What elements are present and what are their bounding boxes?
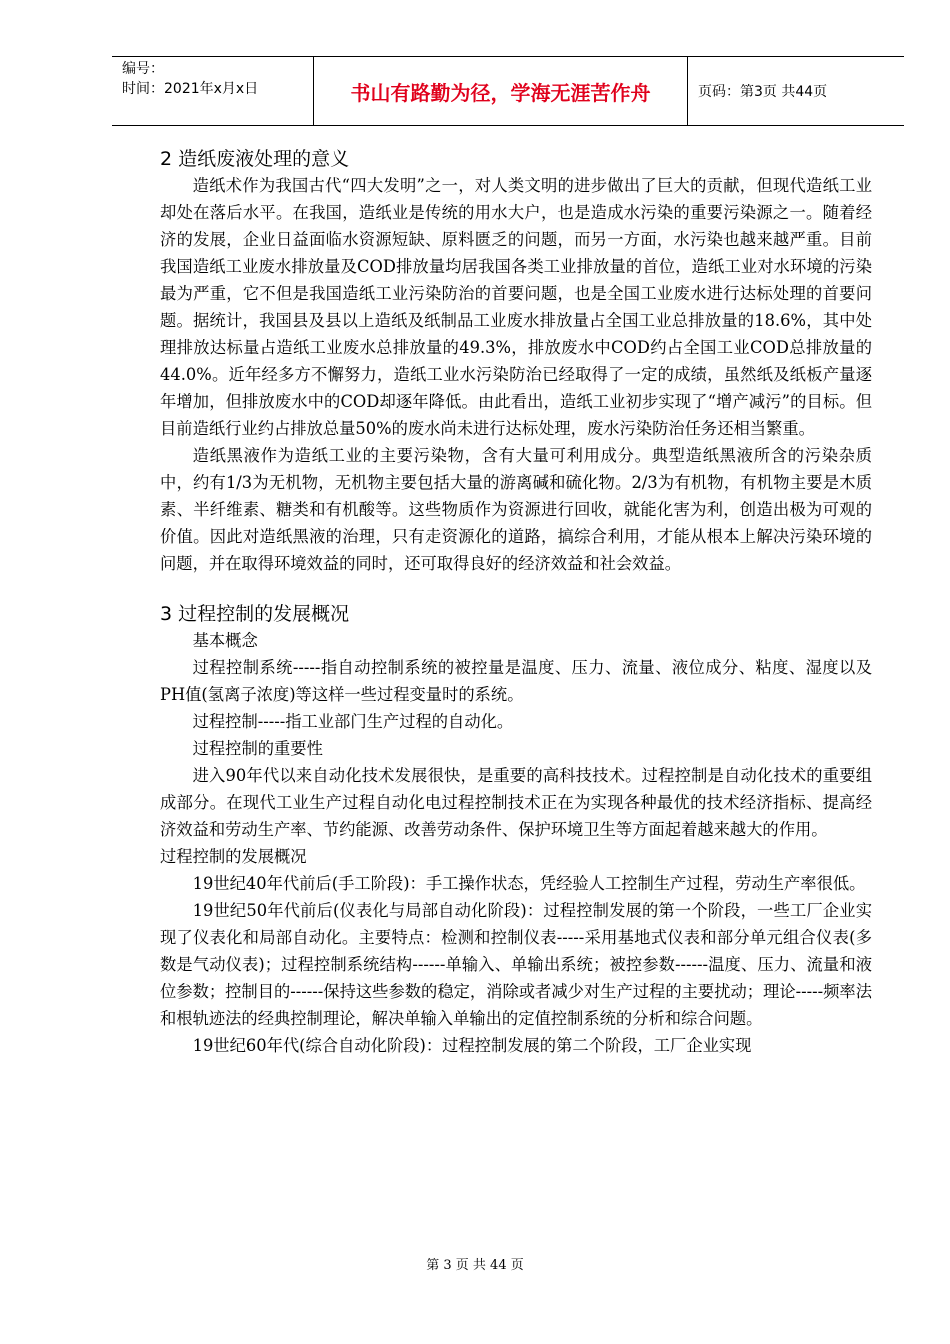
paragraph: 过程控制-----指工业部门生产过程的自动化。 [192,712,514,731]
time-label: 时间：2021年x月x日 [122,81,259,97]
paragraph: 19世纪50年代前后(仪表化与局部自动化阶段)：过程控制发展的第一个阶段，一些工厂企业实现了仪表化和局部自动化。主要特点：检测和控制仪表-----采用基地式仪表和部分单元组合仪表(多数是气动仪表)；过程控制系统结构------单输入、单输出系统；被控参数------温度、压力、流量和液位参数；控制目的------保持这些参数的稳定，消除或者减少对生产过程的主要扰动；理论-----频率法和根轨迹法的经典控制理论，解决单输入单输出的定值控制系统的分析和综合问题。 [160,901,872,1028]
section-title: 3 过程控制的发展概况 [160,603,350,625]
subheading: 基本概念 [192,631,258,650]
paragraph: 19世纪40年代前后(手工阶段)：手工操作状态，凭经验人工控制生产过程，劳动生产率很低。 [192,874,866,893]
header-page-info: 页码：第3页 共44页 [698,84,828,100]
number-label: 编号： [122,61,164,77]
subheading: 过程控制的重要性 [192,739,323,758]
document-body [160,146,872,1059]
paragraph: 过程控制系统-----指自动控制系统的被控量是温度、压力、流量、液位成分、粘度、湿度以及PH值(氢离子浓度)等这样一些过程变量时的系统。 [160,658,872,704]
section-title: 2 造纸废液处理的意义 [160,148,350,170]
paragraph: 19世纪60年代(综合自动化阶段)：过程控制发展的第二个阶段，工厂企业实现 [192,1036,752,1055]
header-motto: 书山有路勤为径，学海无涯苦作舟 [314,57,688,125]
paragraph: 进入90年代以来自动化技术发展很快，是重要的高科技技术。过程控制是自动化技术的重要组成部分。在现代工业生产过程自动化电过程控制技术正在为实现各种最优的技术经济指标、提高经济效益和劳动生产率、节约能源、改善劳动条件、保护环境卫生等方面起着越来越大的作用。 [160,766,872,839]
page-header [112,56,904,126]
paragraph: 造纸术作为我国古代“四大发明”之一，对人类文明的进步做出了巨大的贡献，但现代造纸工业却处在落后水平。在我国，造纸业是传统的用水大户，也是造成水污染的重要污染源之一。随着经济的发展，企业日益面临水资源短缺、原料匮乏的问题，而另一方面，水污染也越来越严重。目前我国造纸工业废水排放量及COD排放量均居我国各类工业排放量的首位，造纸工业对水环境的污染最为严重，它不但是我国造纸工业污染防治的首要问题，也是全国工业废水进行达标处理的首要问题。据统计，我国县及县以上造纸及纸制品工业废水排放量占全国工业总排放量的18.6%，其中处理排放达标量占造纸工业废水总排放量的49.3%，排放废水中COD约占全国工业COD总排放量的44.0%。近年经多方不懈努力，造纸工业水污染防治已经取得了一定的成绩，虽然纸及纸板产量逐年增加，但排放废水中的COD却逐年降低。由此看出，造纸工业初步实现了“增产减污”的目标。但目前造纸行业约占排放总量50%的废水尚未进行达标处理，废水污染防治任务还相当繁重。 [160,176,872,438]
paragraph: 造纸黑液作为造纸工业的主要污染物，含有大量可利用成分。典型造纸黑液所含的污染杂质中，约有1/3为无机物，无机物主要包括大量的游离碱和硫化物。2/3为有机物，有机物主要是木质素、半纤维素、糖类和有机酸等。这些物质作为资源进行回收，就能化害为利，创造出极为可观的价值。因此对造纸黑液的治理，只有走资源化的道路，搞综合利用，才能从根本上解决污染环境的问题，并在取得环境效益的同时，还可取得良好的经济效益和社会效益。 [160,446,872,573]
header-meta [112,57,314,125]
page-footer: 第 3 页 共 44 页 [426,1258,524,1273]
subheading: 过程控制的发展概况 [160,847,307,866]
